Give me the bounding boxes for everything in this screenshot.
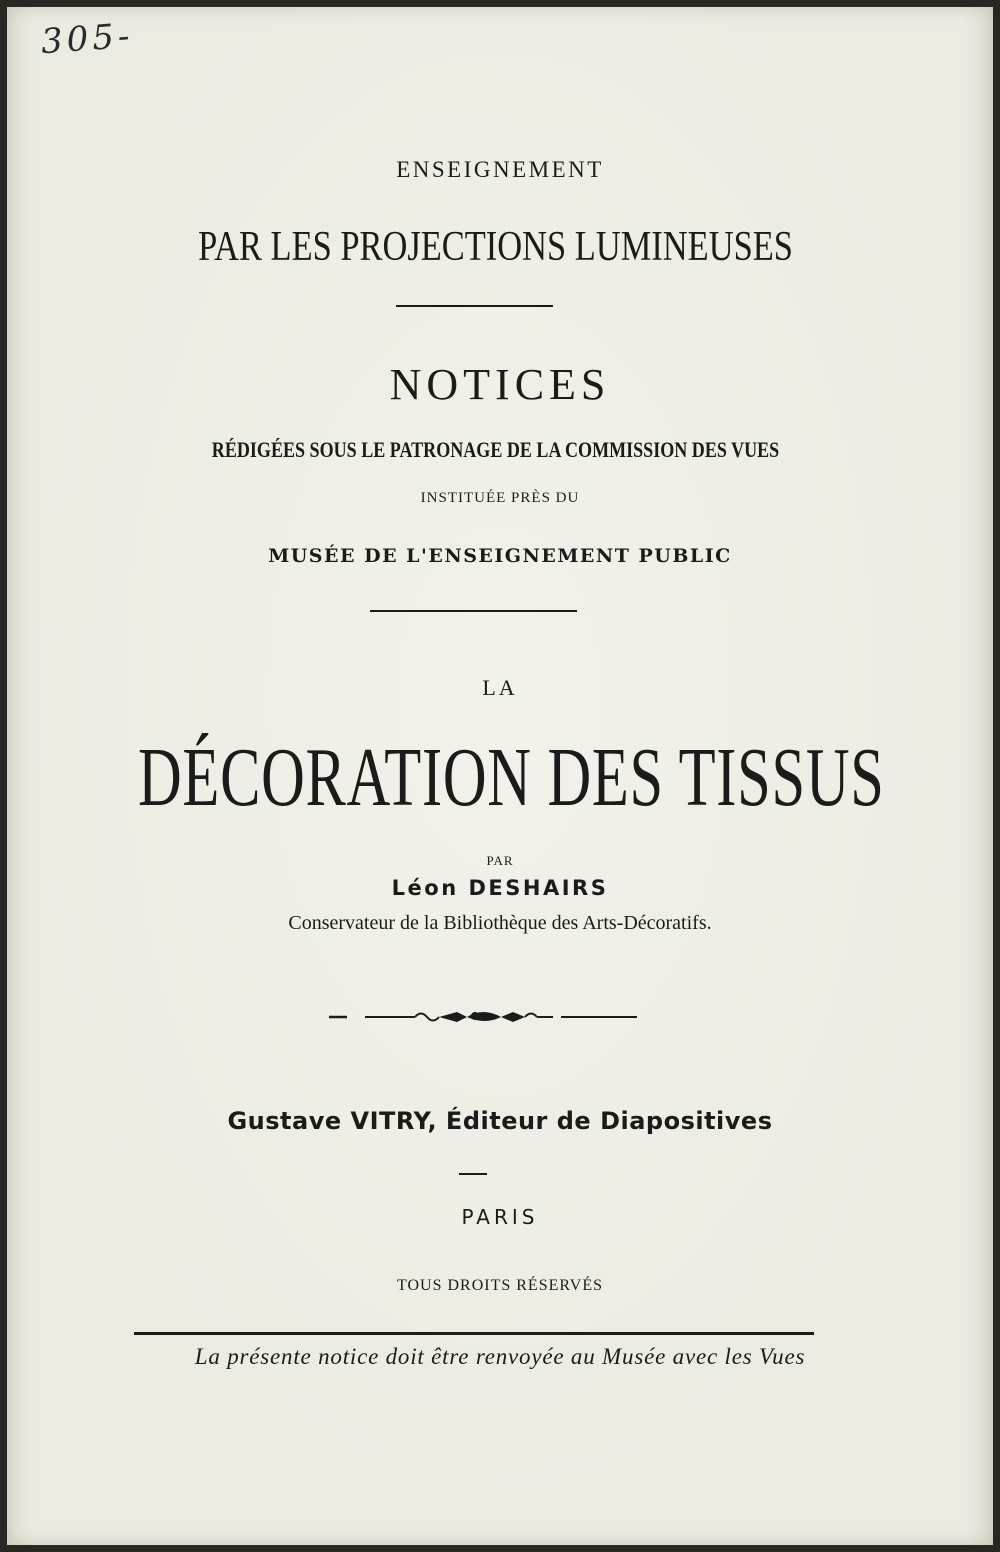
divider-rule — [396, 305, 553, 307]
document-title: DÉCORATION DES TISSUS — [138, 731, 885, 824]
title-article: LA — [482, 675, 518, 700]
handwritten-inventory-number: 305- — [39, 15, 135, 63]
author-position: Conservateur de la Bibliothèque des Arts-Décoratifs. — [288, 912, 712, 934]
notices-title: NOTICES — [389, 360, 611, 409]
author-name: Léon DESHAIRS — [391, 876, 609, 900]
return-notice: La présente notice doit être renvoyée au Musée avec les Vues — [194, 1344, 806, 1369]
museum-name: MUSÉE DE L'ENSEIGNEMENT PUBLIC — [268, 545, 732, 567]
footer-rule — [134, 1332, 814, 1335]
series-heading-line1: ENSEIGNEMENT — [396, 157, 604, 182]
publisher-city: PARIS — [461, 1205, 539, 1229]
publisher-name: Gustave VITRY, Éditeur de Diapositives — [227, 1107, 773, 1135]
document-page — [7, 7, 993, 1545]
divider-rule — [370, 610, 577, 612]
series-heading-line2: PAR LES PROJECTIONS LUMINEUSES — [198, 224, 793, 270]
notices-subtitle-2: INSTITUÉE PRÈS DU — [420, 490, 580, 506]
rights-notice: TOUS DROITS RÉSERVÉS — [396, 1277, 603, 1294]
notices-subtitle: RÉDIGÉES SOUS LE PATRONAGE DE LA COMMISSION DES VUES — [211, 437, 780, 462]
byline-par: PAR — [486, 853, 514, 868]
short-dash — [459, 1173, 487, 1175]
ornament-divider — [327, 1005, 639, 1029]
